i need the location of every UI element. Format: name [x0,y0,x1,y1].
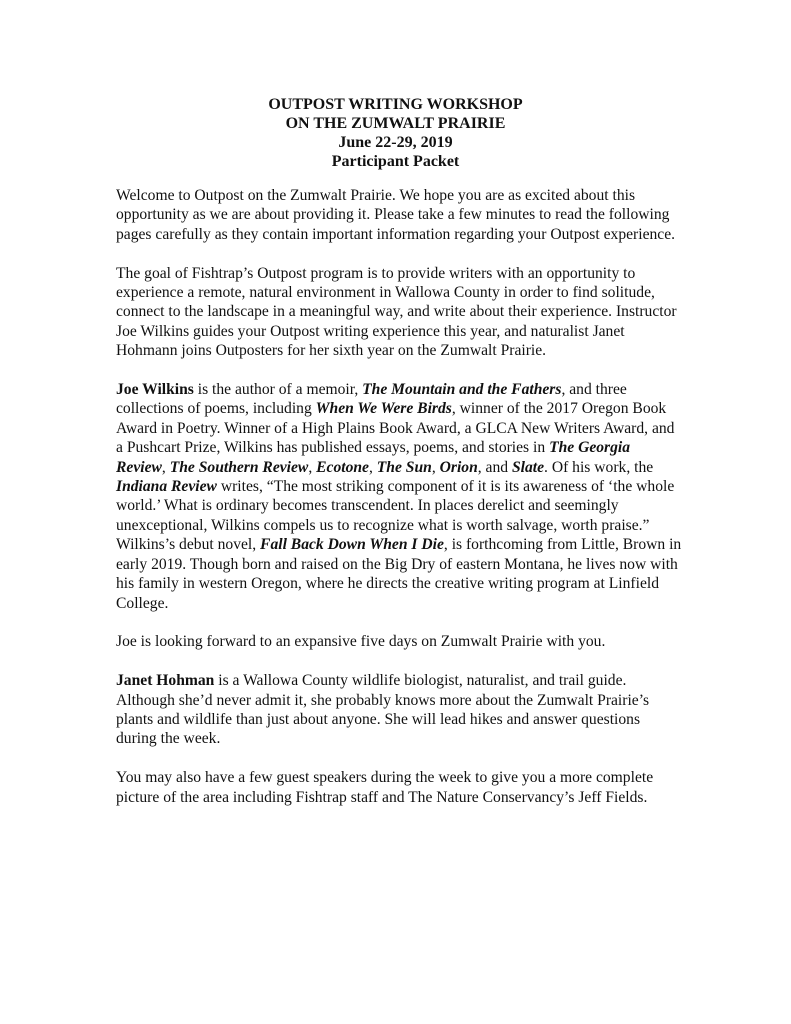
memoir-title: The Mountain and the Fathers [362,381,562,399]
bio-text: , [431,458,440,476]
guests-paragraph: You may also have a few guest speakers during the week to give you a more complete picture of the area including Fishtrap staff and The Nature Conservancy’s Jeff Fields. [116,769,654,806]
wilkins-name: Joe Wilkins [116,381,194,399]
publication-title: Ecotone [316,458,369,476]
title-line-2: ON THE ZUMWALT PRAIRIE [285,115,506,132]
document-body [116,186,682,826]
title-line-1: OUTPOST WRITING WORKSHOP [268,96,523,113]
bio-text: , and [477,458,512,476]
title-line-4: Participant Packet [331,153,460,170]
goal-paragraph: The goal of Fishtrap’s Outpost program is to provide writers with an opportunity to experience a remote, natural environment in Wallowa County in order to find solitude, connect to the landscape in a meaningful way, and write about their experience. Instructor Joe Wilkins guides your Outpost writing experience this year, and naturalist Janet Hohmann joins Outposters for her sixth year on the Zumwalt Prairie. [116,264,677,360]
publication-title: Slate [511,458,545,476]
bio-text: is the author of a memoir, [193,381,363,399]
bio-text: , and three collections of poems, including [116,381,627,418]
publication-title: The Georgia Review [116,439,631,476]
publication-title: The Sun [376,458,432,476]
bio-text: , winner of the 2017 Oregon Book Award in Poetry. Winner of a High Plains Book Award, a GLCA New Writers Award, and a Pushcart Prize, Wilkins has published essays, poems, and stories in [116,400,675,457]
publication-title: The Southern Review [169,458,309,476]
bio-text: , is forthcoming from Little, Brown in early 2019. Though born and raised on the Big Dry of eastern Montana, he lives now with his family in western Oregon, where he directs the creative writing program at Linfield College. [116,536,682,612]
page-title [0,95,791,171]
poems-title: When We Were Birds [315,400,452,418]
bio-text: , [368,458,377,476]
publication-title: Indiana Review [116,478,217,496]
bio-text: writes, “The most striking component of it is its awareness of ‘the whole world.’ What is ordinary becomes transcendent. In places derelict and seemingly unexceptional, Wilkins compels us to recognize what is worth salvage, worth praise.” Wilkins’s debut novel, [116,478,675,554]
publication-title: Orion [439,458,478,476]
intro-paragraph: Welcome to Outpost on the Zumwalt Prairie. We hope you are as excited about this opportunity as we are about providing it. Please take a few minutes to read the following pages carefully as they contain important information regarding your Outpost experience. [116,187,676,243]
bio-text: , [308,458,317,476]
hohman-name: Janet Hohman [116,672,215,690]
bio-text: is a Wallowa County wildlife biologist, naturalist, and trail guide. Although she’d never admit it, she probably knows more about the Zumwalt Prairie’s plants and wildlife than just about anyone. She will lead hikes and answer questions during the week. [116,672,650,748]
joe-forward-paragraph: Joe is looking forward to an expansive five days on Zumwalt Prairie with you. [116,633,606,651]
title-line-3: June 22-29, 2019 [338,134,453,151]
hohman-bio-paragraph [116,671,682,749]
wilkins-bio-paragraph [116,380,682,613]
novel-title: Fall Back Down When I Die [260,536,444,554]
bio-text: , [161,458,170,476]
bio-text: . Of his work, the [544,458,654,476]
